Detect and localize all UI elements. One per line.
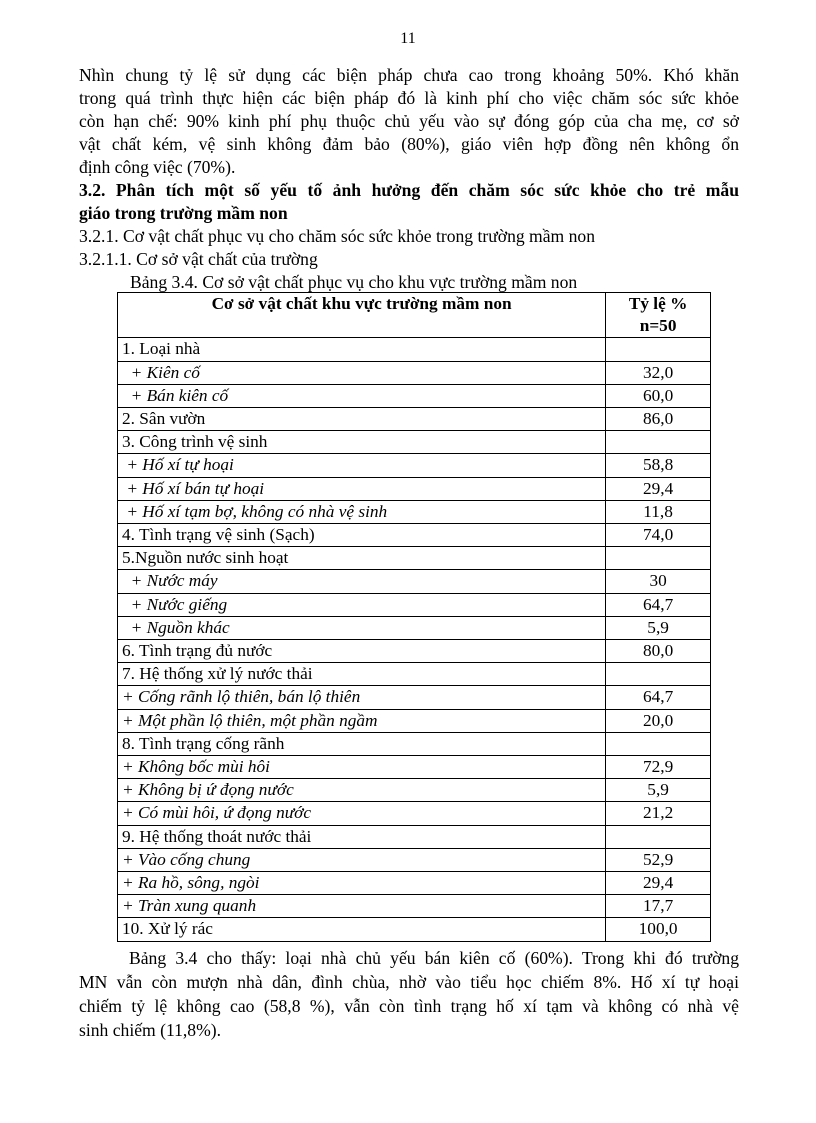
row-label: + Một phần lộ thiên, một phần ngầm — [118, 709, 606, 732]
row-value: 5,9 — [606, 616, 711, 639]
table-row — [118, 802, 711, 825]
table-row — [118, 779, 711, 802]
text-line: trong quá trình thực hiện các biện pháp đó là kinh phí cho việc chăm sóc sức khỏe — [79, 88, 739, 108]
row-label: + Nguồn khác — [118, 616, 606, 639]
row-value: 80,0 — [606, 640, 711, 663]
row-value: 17,7 — [606, 895, 711, 918]
row-value: 5,9 — [606, 779, 711, 802]
row-label: + Không bốc mùi hôi — [118, 756, 606, 779]
table-header-row — [118, 293, 711, 338]
table-row — [118, 640, 711, 663]
section-heading: 3.2. Phân tích một số yếu tố ảnh hưởng đến chăm sóc sức khỏe cho trẻ mẫu — [79, 180, 739, 200]
text-line: sinh chiếm (11,8%). — [79, 1019, 222, 1040]
row-label: 2. Sân vườn — [118, 408, 606, 431]
row-label: + Kiên cố — [118, 361, 606, 384]
table-row — [118, 500, 711, 523]
subsection-heading: 3.2.1. Cơ vật chất phục vụ cho chăm sóc sức khỏe trong trường mầm non — [79, 226, 596, 246]
row-label: + Hố xí bán tự hoại — [118, 477, 606, 500]
row-label: 4. Tình trạng vệ sinh (Sạch) — [118, 524, 606, 547]
row-label: 3. Công trình vệ sinh — [118, 431, 606, 454]
row-value — [606, 732, 711, 755]
table-caption: Bảng 3.4. Cơ sở vật chất phục vụ cho khu vực trường mầm non — [130, 272, 578, 292]
row-value: 74,0 — [606, 524, 711, 547]
row-label: 1. Loại nhà — [118, 338, 606, 361]
table-row — [118, 848, 711, 871]
row-label: 7. Hệ thống xử lý nước thải — [118, 663, 606, 686]
row-value: 30 — [606, 570, 711, 593]
row-value: 58,8 — [606, 454, 711, 477]
text-line: MN vẫn còn mượn nhà dân, đình chùa, nhờ vào tiểu học chiếm 8%. Hố xí tự hoại — [79, 971, 739, 992]
row-label: + Nước giếng — [118, 593, 606, 616]
row-label: 8. Tình trạng cống rãnh — [118, 732, 606, 755]
row-label: + Tràn xung quanh — [118, 895, 606, 918]
row-value — [606, 431, 711, 454]
table-row — [118, 570, 711, 593]
row-label: 6. Tình trạng đủ nước — [118, 640, 606, 663]
text-line: còn hạn chế: 90% kinh phí phụ thuộc chủ yếu vào sự đóng góp của cha mẹ, cơ sở — [79, 111, 739, 131]
table-row — [118, 593, 711, 616]
row-value: 20,0 — [606, 709, 711, 732]
row-label: + Hố xí tự hoại — [118, 454, 606, 477]
row-value: 64,7 — [606, 593, 711, 616]
header-facilities: Cơ sở vật chất khu vực trường mầm non — [118, 293, 606, 338]
header-sample-size: n=50 — [639, 316, 677, 336]
text-line: vật chất kém, vệ sinh không đảm bảo (80%), giáo viên hợp đồng nên không ổn — [79, 134, 739, 154]
row-value: 100,0 — [606, 918, 711, 941]
table-row — [118, 872, 711, 895]
row-label: + Nước máy — [118, 570, 606, 593]
row-label: + Ra hồ, sông, ngòi — [118, 872, 606, 895]
table-row — [118, 384, 711, 407]
row-value: 32,0 — [606, 361, 711, 384]
table-row — [118, 361, 711, 384]
table-row — [118, 454, 711, 477]
page-number: 11 — [400, 30, 416, 47]
row-label: + Bán kiên cố — [118, 384, 606, 407]
row-label: + Không bị ứ đọng nước — [118, 779, 606, 802]
table-row — [118, 686, 711, 709]
row-value — [606, 825, 711, 848]
text-line: Bảng 3.4 cho thấy: loại nhà chủ yếu bán kiên cố (60%). Trong khi đó trường — [129, 947, 739, 968]
intro-paragraph — [79, 64, 739, 179]
row-value: 52,9 — [606, 848, 711, 871]
row-value — [606, 547, 711, 570]
table-row — [118, 431, 711, 454]
page-content — [79, 64, 739, 1042]
header-rate — [606, 293, 711, 338]
row-value: 21,2 — [606, 802, 711, 825]
table-row — [118, 616, 711, 639]
row-value: 72,9 — [606, 756, 711, 779]
table-row — [118, 663, 711, 686]
table-row — [118, 477, 711, 500]
row-value — [606, 338, 711, 361]
row-value — [606, 663, 711, 686]
table-row — [118, 895, 711, 918]
table-row — [118, 918, 711, 941]
conclusion-paragraph — [79, 946, 739, 1042]
row-label: + Hố xí tạm bợ, không có nhà vệ sinh — [118, 500, 606, 523]
table-row — [118, 338, 711, 361]
table-row — [118, 825, 711, 848]
row-label: + Cống rãnh lộ thiên, bán lộ thiên — [118, 686, 606, 709]
table-row — [118, 756, 711, 779]
table-row — [118, 524, 711, 547]
table-body — [118, 338, 711, 941]
subsubsection-heading: 3.2.1.1. Cơ sở vật chất của trường — [79, 249, 318, 269]
section-heading-cont: giáo trong trường mầm non — [79, 203, 288, 223]
table-row — [118, 732, 711, 755]
text-line: Nhìn chung tỷ lệ sử dụng các biện pháp chưa cao trong khoảng 50%. Khó khăn — [79, 65, 739, 85]
table-row — [118, 709, 711, 732]
row-label: + Vào cống chung — [118, 848, 606, 871]
row-label: + Có mùi hôi, ứ đọng nước — [118, 802, 606, 825]
row-value: 64,7 — [606, 686, 711, 709]
row-label: 9. Hệ thống thoát nước thải — [118, 825, 606, 848]
text-line: định công việc (70%). — [79, 157, 236, 177]
text-line: chiếm tỷ lệ không cao (58,8 %), vẫn còn tình trạng hố xí tạm và không có nhà vệ — [79, 995, 739, 1016]
row-label: 5.Nguồn nước sinh hoạt — [118, 547, 606, 570]
row-value: 86,0 — [606, 408, 711, 431]
row-value: 11,8 — [606, 500, 711, 523]
table-row — [118, 408, 711, 431]
row-value: 60,0 — [606, 384, 711, 407]
row-value: 29,4 — [606, 872, 711, 895]
row-value: 29,4 — [606, 477, 711, 500]
facilities-table — [117, 292, 711, 942]
table-row — [118, 547, 711, 570]
row-label: 10. Xử lý rác — [118, 918, 606, 941]
header-rate-label: Tỷ lệ % — [628, 294, 688, 313]
